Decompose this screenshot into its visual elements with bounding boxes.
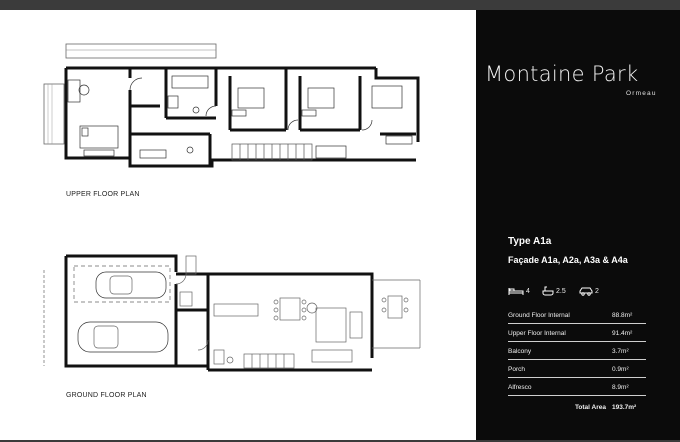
brochure-sheet — [0, 10, 680, 440]
area-value: 0.9m² — [612, 360, 646, 378]
bath-icon — [542, 286, 554, 296]
area-schedule-table — [508, 306, 646, 415]
upper-floor-plan-label: UPPER FLOOR PLAN — [66, 191, 140, 198]
area-value: 88.8m² — [612, 306, 646, 324]
area-label: Balcony — [508, 342, 612, 360]
total-area-label: Total Area — [574, 404, 606, 411]
area-label: Ground Floor Internal — [508, 306, 612, 324]
bathrooms-count: 2.5 — [556, 287, 566, 295]
suburb-name: Ormeau — [626, 90, 657, 97]
area-row — [508, 324, 646, 342]
upper-floor-plan — [0, 10, 476, 180]
area-value: 91.4m² — [612, 324, 646, 342]
car-spaces-count: 2 — [595, 287, 599, 295]
area-row — [508, 378, 646, 396]
area-row — [508, 360, 646, 378]
area-row — [508, 306, 646, 324]
facade-options: Façade A1a, A2a, A3a & A4a — [508, 255, 628, 265]
car-spaces-feature — [579, 284, 599, 298]
area-label: Alfresco — [508, 378, 612, 396]
bedrooms-count: 4 — [526, 287, 530, 295]
total-area-value: 193.7m² — [612, 404, 637, 411]
car-icon — [579, 287, 593, 296]
total-area-row — [508, 396, 646, 416]
development-name: Montaine Park — [485, 62, 639, 86]
area-label: Upper Floor Internal — [508, 324, 612, 342]
info-panel — [476, 10, 680, 440]
ground-floor-plan-label: GROUND FLOOR PLAN — [66, 392, 147, 399]
area-value: 3.7m² — [612, 342, 646, 360]
ground-floor-plan — [0, 240, 476, 400]
area-label: Porch — [508, 360, 612, 378]
area-row — [508, 342, 646, 360]
house-type: Type A1a — [508, 236, 552, 247]
bedrooms-feature — [508, 284, 530, 298]
bed-icon — [508, 287, 524, 296]
bathrooms-feature — [542, 284, 566, 298]
floor-plans-area — [0, 10, 476, 440]
area-value: 8.9m² — [612, 378, 646, 396]
